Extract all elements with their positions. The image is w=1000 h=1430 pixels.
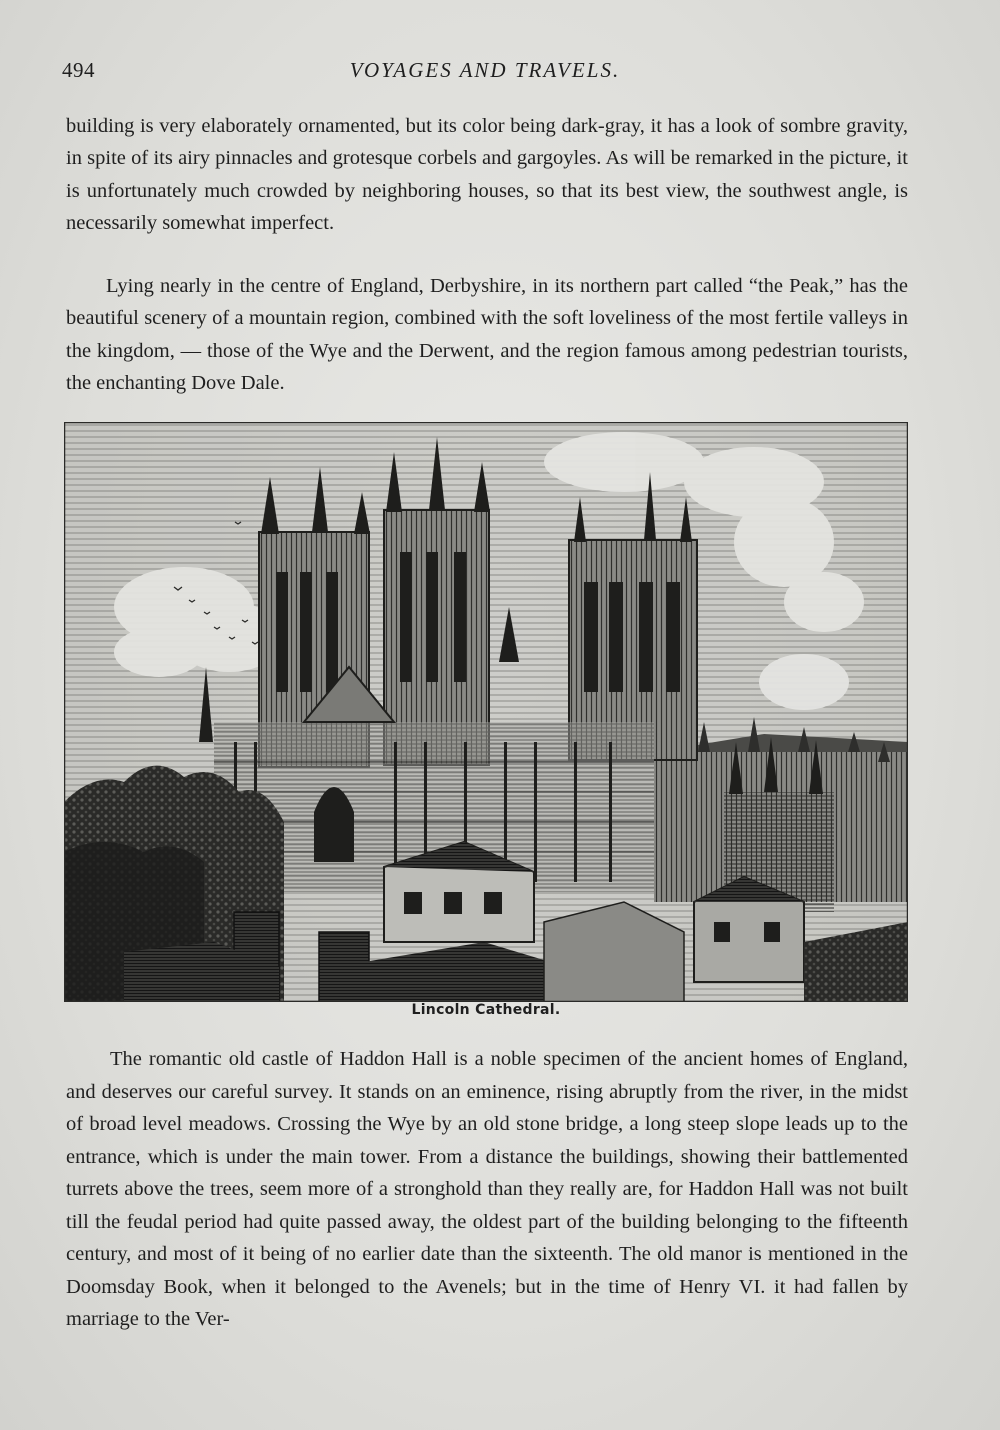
paragraph-cathedral-description: building is very elaborately ornamented, but its color being dark-gray, it has a look of sombre gravity, in spite of its airy pinnacles and grotesque corbels and gargoyles. As will be remarked in the picture, it is unfortunately much crowded by neighboring houses, so that its best view, the southwest angle, is necessarily somewhat imperfect. [66, 115, 908, 235]
lincoln-cathedral-engraving [64, 422, 908, 1002]
page-header [62, 58, 908, 88]
page-number: 494 [62, 58, 95, 82]
running-head: VOYAGES AND TRAVELS. [349, 58, 621, 82]
paragraph-haddon-hall: The romantic old castle of Haddon Hall is a noble specimen of the ancient homes of England, and deserves our careful survey. It stands on an eminence, rising abruptly from the river, in the midst of broad level meadows. Crossing the Wye by an old stone bridge, a long steep slope leads up to the entrance, which is under the main tower. From a distance the buildings, showing their battlemented turrets above the trees, seem more of a stronghold than they really are, for Haddon Hall was not built till the feudal period had quite passed away, the oldest part of the building belonging to the fifteenth century, and most of it being of no earlier date than the sixteenth. The old manor is mentioned in the Doomsday Book, when it belonged to the Avenels; but in the time of Henry VI. it had fallen by marriage to the Ver- [66, 1048, 908, 1330]
paragraph-derbyshire: Lying nearly in the centre of England, Derbyshire, in its northern part called “the Peak,” has the beautiful scenery of a mountain region, combined with the soft loveliness of the most fertile valleys in the kingdom, — those of the Wye and the Derwent, and the region famous among pedestrian tourists, the enchanting Dove Dale. [66, 275, 908, 395]
figure-caption: Lincoln Cathedral. [411, 1002, 561, 1018]
